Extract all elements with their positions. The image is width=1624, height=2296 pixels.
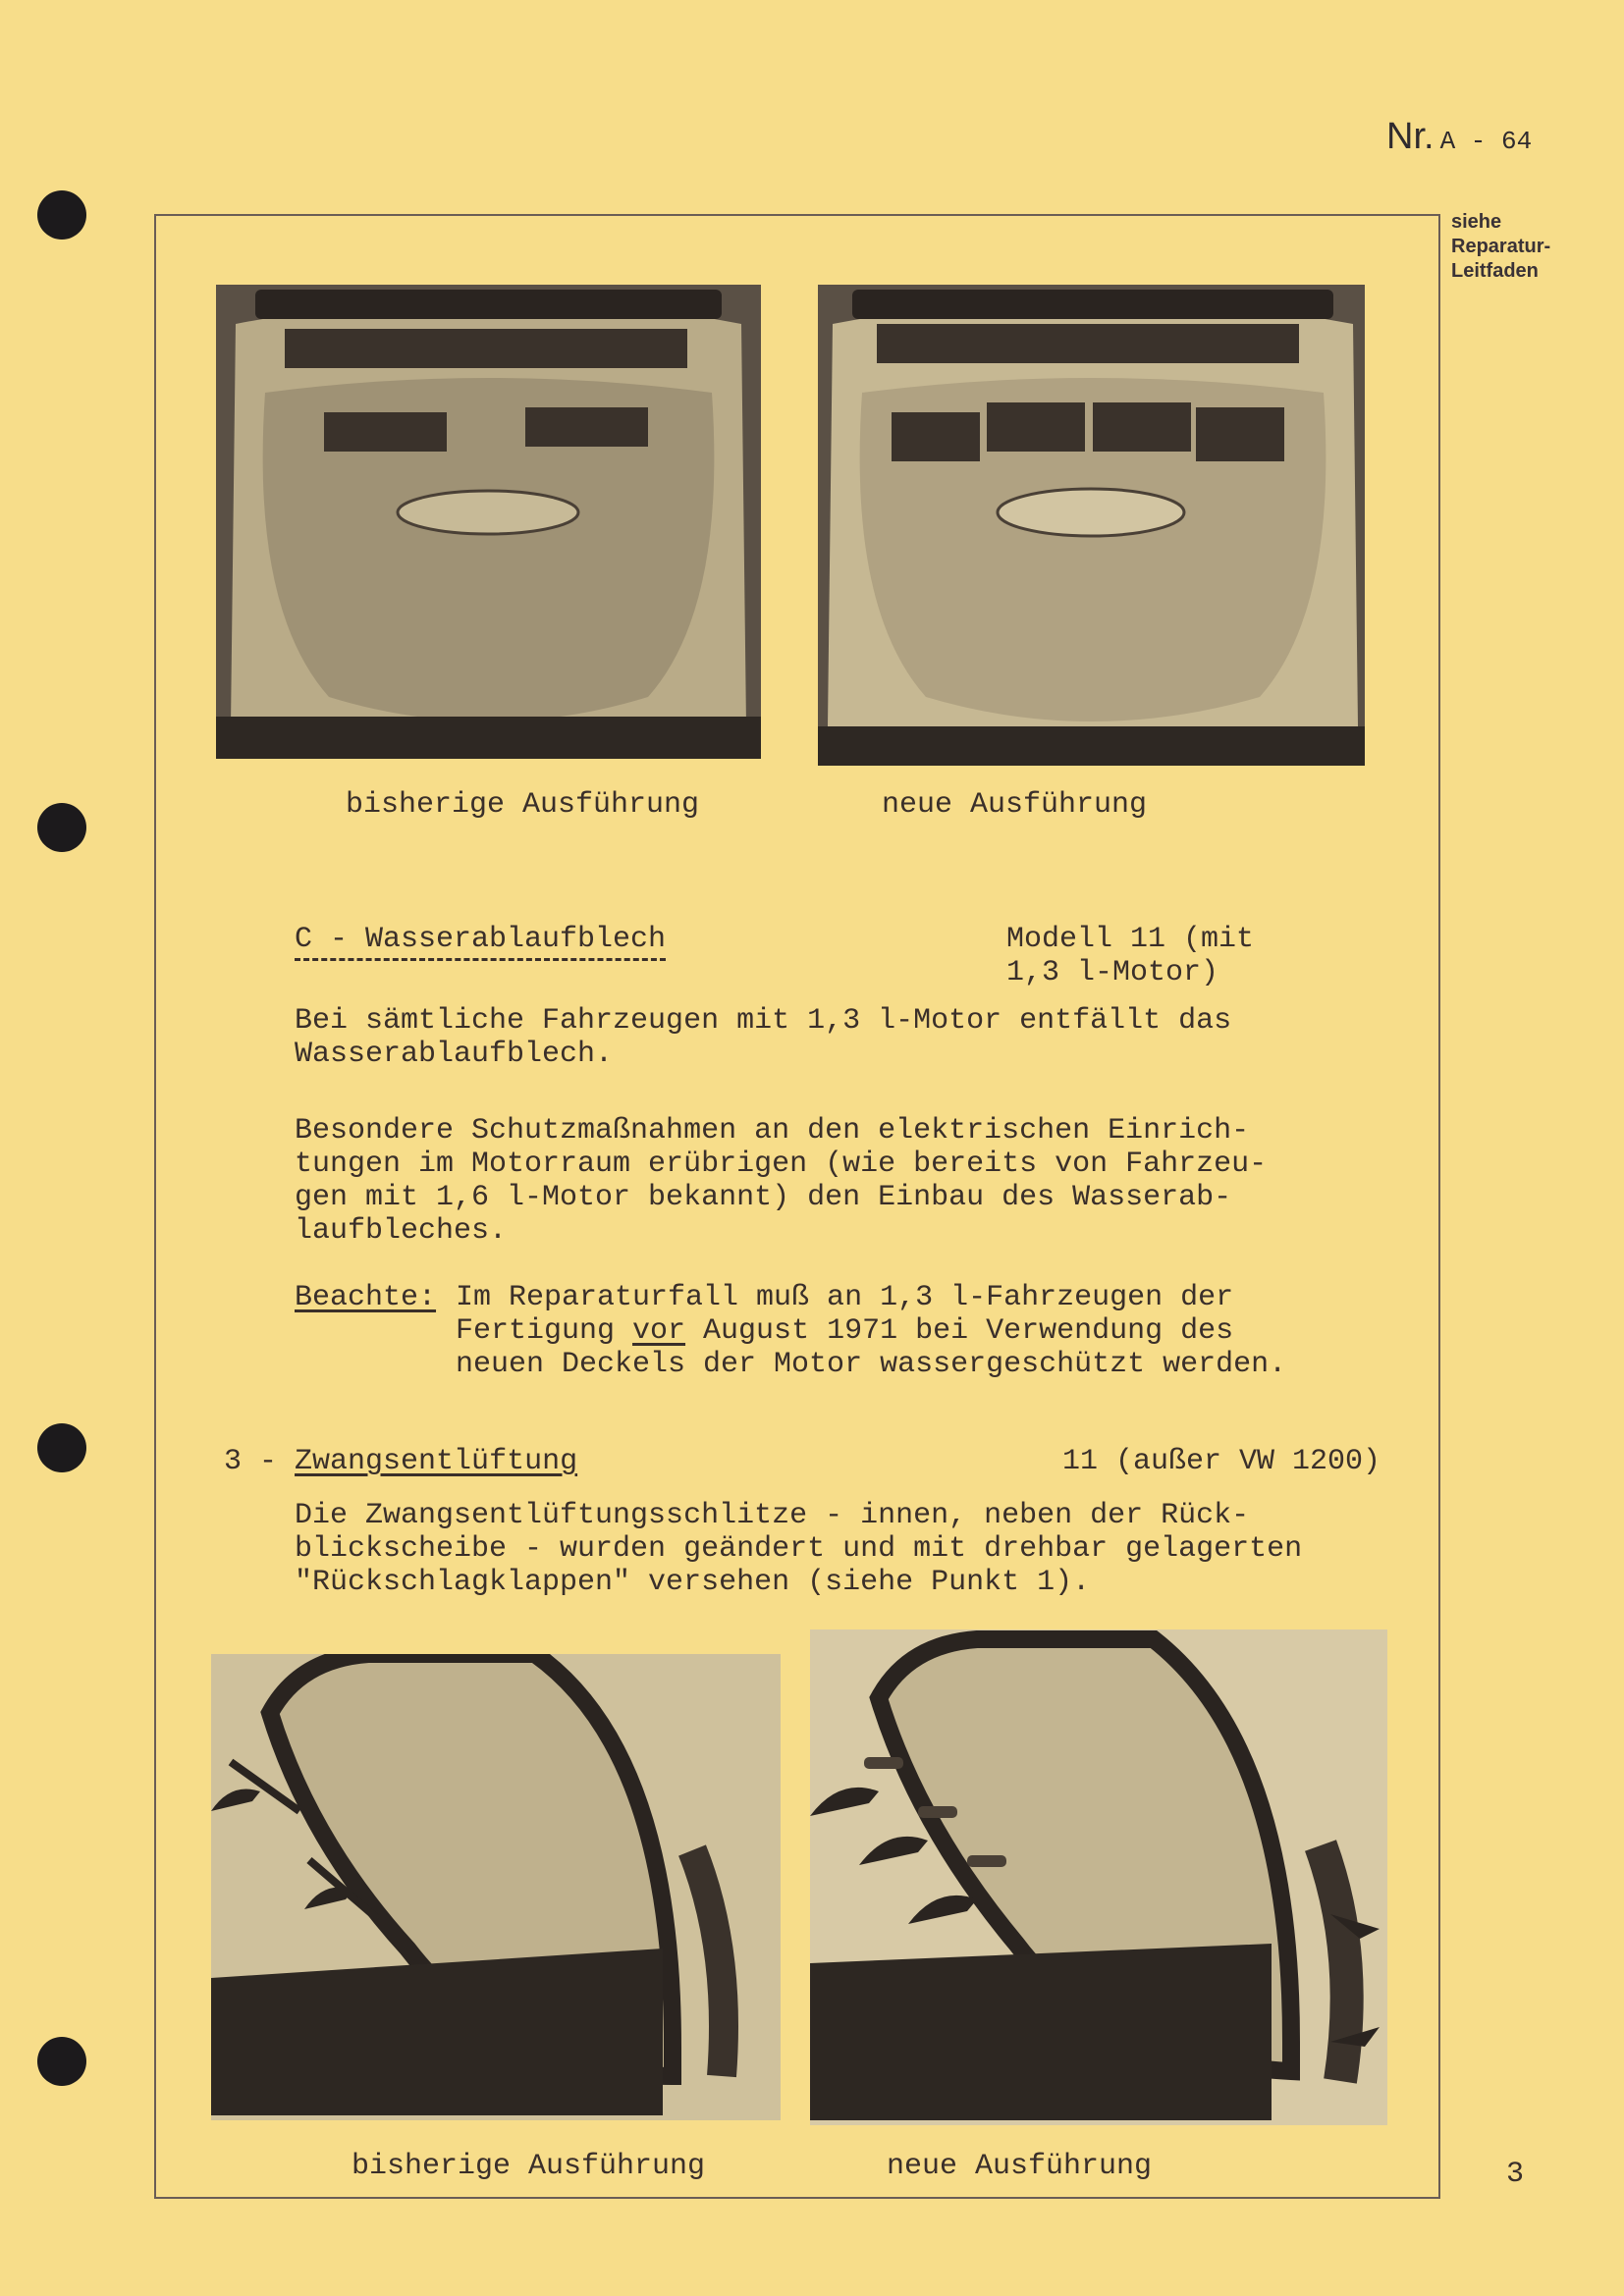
caption-old-top: bisherige Ausführung	[346, 788, 700, 822]
note-text	[456, 1281, 1286, 1381]
note-label	[295, 1281, 436, 1314]
punch-hole	[37, 1423, 86, 1472]
punch-hole	[37, 190, 86, 240]
section-3-paragraph	[295, 1499, 1302, 1599]
section-c-paragraph-2	[295, 1114, 1267, 1248]
caption-new-top: neue Ausführung	[882, 788, 1148, 822]
section-c-paragraph-1	[295, 1004, 1231, 1071]
side-note	[1451, 210, 1550, 284]
text-line: laufbleches.	[295, 1214, 508, 1248]
text-line: "Rückschlagklappen" versehen (siehe Punkt 1).	[295, 1566, 1091, 1599]
section-3-heading	[224, 1445, 577, 1478]
text-line: gen mit 1,6 l-Motor bekannt) den Einbau des Wasserab-	[295, 1181, 1232, 1214]
text-line: tungen im Motorraum erübrigen (wie bereits von Fahrzeu-	[295, 1148, 1268, 1181]
text-line: Die Zwangsentlüftungsschlitze - innen, neben der Rück-	[295, 1499, 1250, 1532]
text-line: Besondere Schutzmaßnahmen an den elektrischen Einrich-	[295, 1114, 1250, 1148]
section-3-title: Zwangsentlüftung	[295, 1445, 578, 1478]
side-note-line: siehe	[1451, 211, 1502, 233]
section-c-title	[295, 923, 666, 956]
punch-hole	[37, 803, 86, 852]
caption-old-bottom: bisherige Ausführung	[352, 2150, 706, 2183]
side-note-line: Reparatur-	[1451, 236, 1551, 257]
photo-vent-old	[211, 1654, 781, 2120]
text-line: neuen Deckels der Motor wassergeschützt werden.	[456, 1348, 1287, 1381]
section-c-title-text: C - Wasserablaufblech	[295, 923, 666, 961]
section-number: 3 -	[224, 1445, 278, 1478]
text-span: August 1971 bei Verwendung des	[685, 1314, 1234, 1348]
model-line: 1,3 l-Motor)	[1006, 956, 1219, 989]
text-line: Wasserablaufblech.	[295, 1038, 614, 1071]
text-span: Fertigung	[456, 1314, 633, 1348]
photo-vent-new	[810, 1629, 1387, 2125]
text-line: Im Reparaturfall muß an 1,3 l-Fahrzeugen der	[456, 1281, 1234, 1314]
emphasis-vor: vor	[632, 1314, 686, 1348]
nr-value: A - 64	[1439, 127, 1533, 156]
section-3-model	[1062, 1445, 1380, 1478]
document-number	[1386, 116, 1532, 158]
note-label-text: Beachte:	[295, 1281, 437, 1314]
section-3-model-text: 11 (außer VW 1200)	[1062, 1445, 1381, 1478]
section-c-model	[1006, 923, 1254, 989]
text-line: blickscheibe - wurden geändert und mit drehbar gelagerten	[295, 1532, 1303, 1566]
side-note-line: Leitfaden	[1451, 260, 1539, 282]
photo-engine-lid-old	[216, 285, 761, 759]
caption-new-bottom: neue Ausführung	[887, 2150, 1153, 2183]
model-line: Modell 11 (mit	[1006, 923, 1255, 956]
photo-engine-lid-new	[818, 285, 1365, 766]
punch-hole	[37, 2037, 86, 2086]
text-line: Bei sämtliche Fahrzeugen mit 1,3 l-Motor entfällt das	[295, 1004, 1232, 1038]
page-number: 3	[1506, 2158, 1525, 2191]
text-line	[456, 1314, 1286, 1348]
nr-label: Nr.	[1386, 116, 1435, 157]
